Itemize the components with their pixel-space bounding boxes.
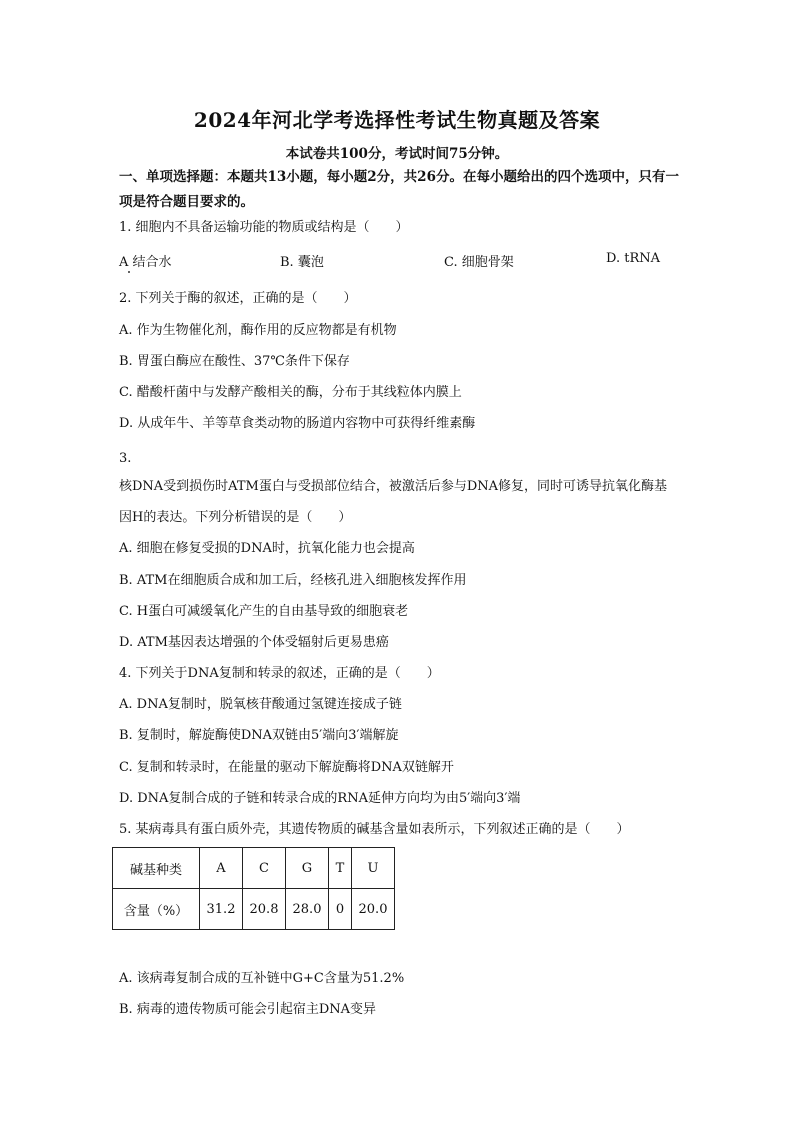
table-cell: T bbox=[329, 848, 352, 889]
q2-option-a: A. 作为生物催化剂，酶作用的反应物都是有机物 bbox=[119, 323, 397, 338]
q1-option-a: A 结合水 bbox=[119, 255, 172, 270]
q2-option-b: B. 胃蛋白酶应在酸性、37℃条件下保存 bbox=[119, 354, 350, 369]
table-row bbox=[113, 848, 395, 889]
table-cell: 0 bbox=[329, 889, 352, 930]
question-4-stem: 4. 下列关于DNA复制和转录的叙述，正确的是（ ） bbox=[119, 666, 440, 681]
q1-option-d: D. tRNA bbox=[606, 251, 660, 266]
q2-option-c: C. 醋酸杆菌中与发酵产酸相关的酶，分布于其线粒体内膜上 bbox=[119, 385, 462, 400]
q5-option-b: B. 病毒的遗传物质可能会引起宿主DNA变异 bbox=[119, 1002, 377, 1017]
table-row bbox=[113, 889, 395, 930]
question-2-stem: 2. 下列关于酶的叙述，正确的是（ ） bbox=[119, 291, 357, 306]
q4-option-a: A. DNA复制时，脱氧核苷酸通过氢键连接成子链 bbox=[119, 697, 402, 712]
q3-option-a: A. 细胞在修复受损的DNA时，抗氧化能力也会提高 bbox=[119, 541, 415, 556]
table-header-cell: 含量（%） bbox=[113, 889, 200, 930]
table-cell: 31.2 bbox=[200, 889, 243, 930]
question-3-stem-line1: 核DNA受到损伤时ATM蛋白与受损部位结合，被激活后参与DNA修复，同时可诱导抗氧化酶基 bbox=[119, 479, 668, 494]
stray-dot bbox=[128, 271, 130, 273]
question-1-options bbox=[119, 251, 679, 271]
table-cell: 20.8 bbox=[243, 889, 286, 930]
table-cell: G bbox=[286, 848, 329, 889]
base-content-table bbox=[112, 847, 395, 930]
q3-option-d: D. ATM基因表达增强的个体受辐射后更易患癌 bbox=[119, 635, 389, 650]
question-5-stem: 5. 某病毒具有蛋白质外壳，其遗传物质的碱基含量如表所示，下列叙述正确的是（ ） bbox=[119, 822, 630, 837]
table-header-cell: 碱基种类 bbox=[113, 848, 200, 889]
q4-option-c: C. 复制和转录时，在能量的驱动下解旋酶将DNA双链解开 bbox=[119, 760, 454, 775]
question-3-stem-line2: 因H的表达。下列分析错误的是（ ） bbox=[119, 510, 352, 525]
q2-option-d: D. 从成年牛、羊等草食类动物的肠道内容物中可获得纤维素酶 bbox=[119, 416, 476, 431]
question-3-number: 3. bbox=[119, 451, 132, 466]
table-cell: A bbox=[200, 848, 243, 889]
question-1-stem: 1. 细胞内不具备运输功能的物质或结构是（ ） bbox=[119, 220, 409, 235]
table-cell: U bbox=[352, 848, 395, 889]
q1-option-c: C. 细胞骨架 bbox=[444, 255, 514, 270]
q3-option-b: B. ATM在细胞质合成和加工后，经核孔进入细胞核发挥作用 bbox=[119, 573, 467, 588]
table-cell: C bbox=[243, 848, 286, 889]
q4-option-d: D. DNA复制合成的子链和转录合成的RNA延伸方向均为由5′端向3′端 bbox=[119, 791, 521, 806]
q3-option-c: C. H蛋白可减缓氧化产生的自由基导致的细胞衰老 bbox=[119, 604, 409, 619]
q1-option-b: B. 囊泡 bbox=[280, 255, 324, 270]
page-title: 2024年河北学考选择性考试生物真题及答案 bbox=[193, 108, 601, 132]
q5-option-a: A. 该病毒复制合成的互补链中G+C含量为51.2% bbox=[119, 971, 405, 986]
q4-option-b: B. 复制时，解旋酶使DNA双链由5′端向3′端解旋 bbox=[119, 728, 399, 743]
table-cell: 20.0 bbox=[352, 889, 395, 930]
section-heading: 一、单项选择题：本题共13小题，每小题2分，共26分。在每小题给出的四个选项中，只有一项是符合题目要求的。 bbox=[119, 169, 679, 210]
table-cell: 28.0 bbox=[286, 889, 329, 930]
exam-info: 本试卷共100分，考试时间75分钟。 bbox=[285, 146, 509, 162]
